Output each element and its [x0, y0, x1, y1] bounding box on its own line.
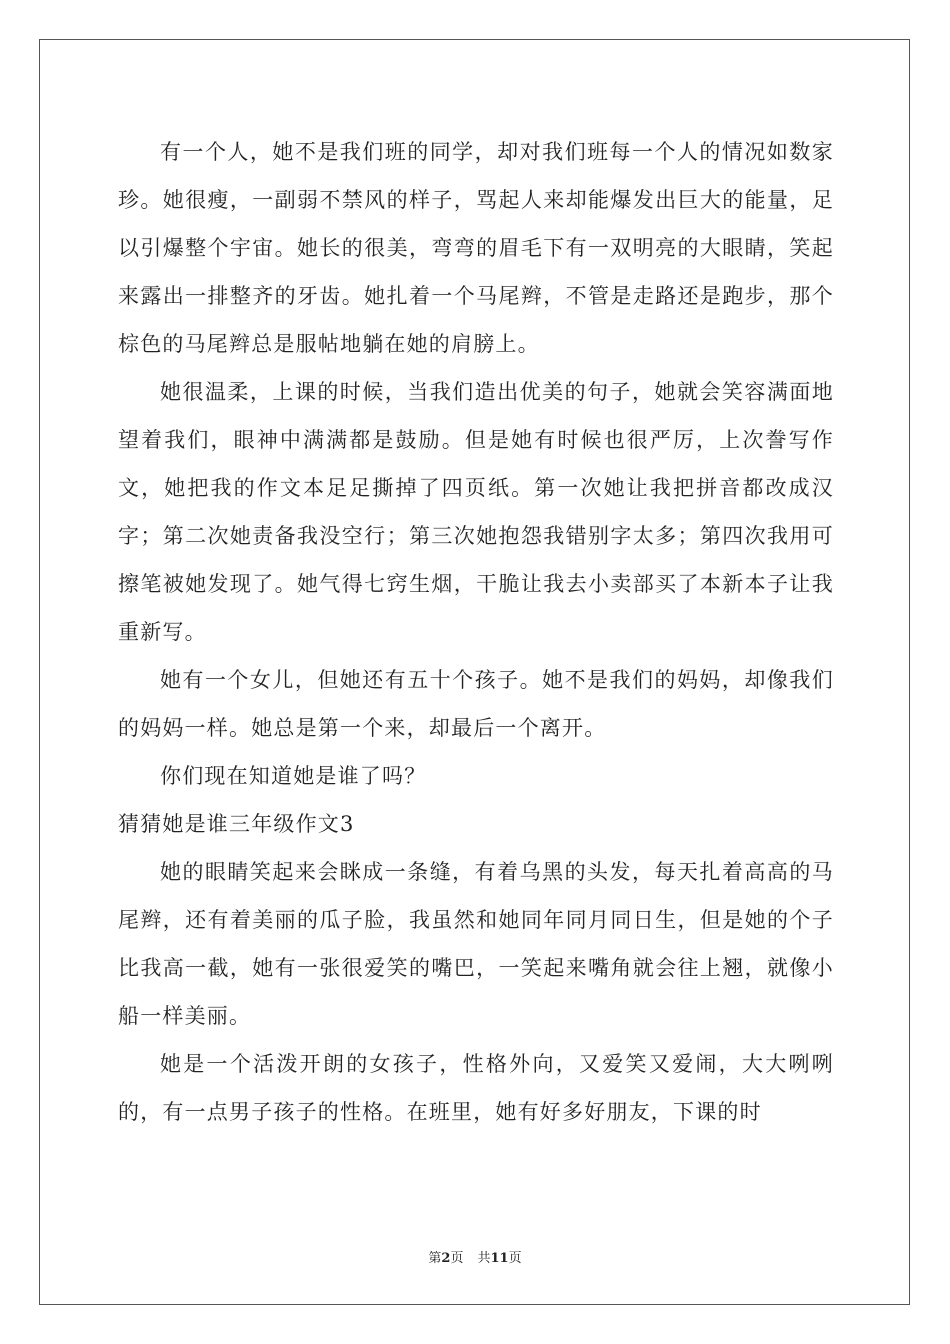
paragraph-2: 她很温柔，上课的时候，当我们造出优美的句子，她就会笑容满面地望着我们，眼神中满满都是鼓励。但是她有时候也很严厉，上次誊写作文，她把我的作文本足足撕掉了四页纸。第一次她让我把拼音都改成汉字；第二次她责备我没空行；第三次她抱怨我错别字太多；第四次我用可擦笔被她发现了。她气得七窍生烟，干脆让我去小卖部买了本新本子让我重新写。	[118, 380, 834, 644]
page-prefix: 第	[428, 1251, 442, 1266]
paragraph-6: 她是一个活泼开朗的女孩子，性格外向，又爱笑又爱闹，大大咧咧的，有一点男子孩子的性格。在班里，她有好多好朋友，下课的时	[118, 1052, 834, 1124]
paragraph-5: 她的眼睛笑起来会眯成一条缝，有着乌黑的头发，每天扎着高高的马尾辫，还有着美丽的瓜子脸，我虽然和她同年同月同日生，但是她的个子比我高一截，她有一张很爱笑的嘴巴，一笑起来嘴角就会往上翘，就像小船一样美丽。	[118, 860, 834, 1028]
paragraph-1: 有一个人，她不是我们班的同学，却对我们班每一个人的情况如数家珍。她很瘦，一副弱不禁风的样子，骂起人来却能爆发出巨大的能量，足以引爆整个宇宙。她长的很美，弯弯的眉毛下有一双明亮的大眼睛，笑起来露出一排整齐的牙齿。她扎着一个马尾辫，不管是走路还是跑步，那个棕色的马尾辫总是服帖地躺在她的肩膀上。	[118, 140, 834, 356]
page-suffix: 页	[450, 1251, 464, 1266]
total-pages: 11	[490, 1251, 509, 1266]
paragraph-3: 她有一个女儿，但她还有五十个孩子。她不是我们的妈妈，却像我们的妈妈一样。她总是第一个来，却最后一个离开。	[118, 668, 834, 740]
page-number: 2	[441, 1251, 451, 1266]
total-prefix: 共	[477, 1251, 491, 1266]
total-suffix: 页	[508, 1251, 522, 1266]
document-body	[118, 128, 834, 1136]
page-footer	[0, 1247, 950, 1266]
paragraph-4: 你们现在知道她是谁了吗？	[160, 764, 427, 788]
section-heading: 猜猜她是谁三年级作文3	[118, 812, 355, 836]
